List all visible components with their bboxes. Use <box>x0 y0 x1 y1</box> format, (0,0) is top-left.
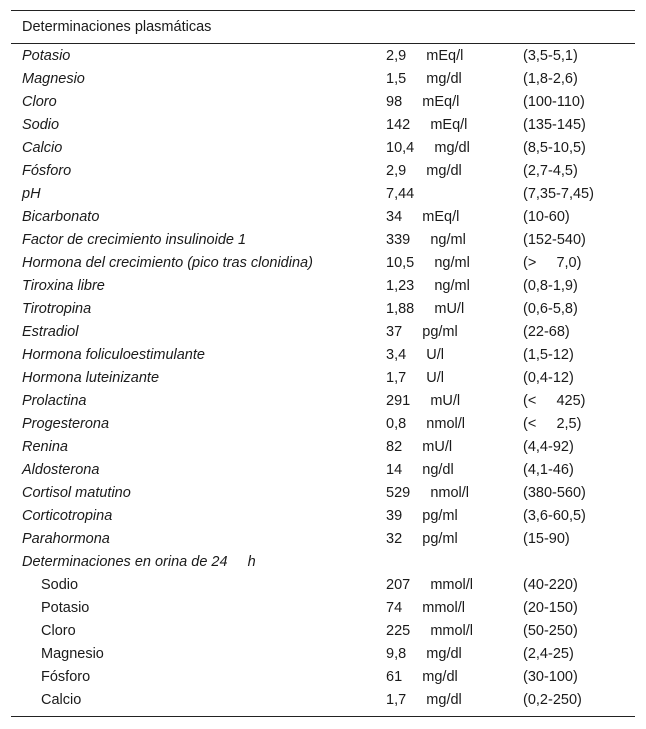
row-value: 2,9 mEq/l <box>386 48 464 64</box>
table-row <box>11 367 635 390</box>
row-parameter-name: Hormona luteinizante <box>22 370 160 386</box>
row-parameter-name: Sodio <box>22 117 60 133</box>
table-row <box>11 505 635 528</box>
row-reference-range: (15-90) <box>523 531 570 547</box>
row-value: 1,23 ng/ml <box>386 278 470 294</box>
row-reference-range: (8,5-10,5) <box>523 140 586 156</box>
table-row <box>11 413 635 436</box>
row-reference-range: (22-68) <box>523 324 570 340</box>
row-value: 39 pg/ml <box>386 508 458 524</box>
row-parameter-name: Sodio <box>41 577 79 593</box>
table-row <box>11 321 635 344</box>
row-value: 207 mmol/l <box>386 577 474 593</box>
row-reference-range: (30-100) <box>523 669 578 685</box>
row-value: 1,7 mg/dl <box>386 692 462 708</box>
row-value: 291 mU/l <box>386 393 461 409</box>
row-reference-range: (152-540) <box>523 232 586 248</box>
row-reference-range: (3,6-60,5) <box>523 508 586 524</box>
table-row <box>11 436 635 459</box>
row-reference-range: (2,7-4,5) <box>523 163 578 179</box>
table-row <box>11 68 635 91</box>
row-reference-range: (135-145) <box>523 117 586 133</box>
row-reference-range: (0,4-12) <box>523 370 574 386</box>
row-reference-range: (0,2-250) <box>523 692 582 708</box>
table-row <box>11 275 635 298</box>
row-parameter-name: Bicarbonato <box>22 209 100 225</box>
table-body <box>11 44 635 712</box>
table-row <box>11 298 635 321</box>
row-reference-range: (10-60) <box>523 209 570 225</box>
row-parameter-name: Cloro <box>41 623 76 639</box>
row-parameter-name: Corticotropina <box>22 508 113 524</box>
row-reference-range: (4,1-46) <box>523 462 574 478</box>
table-row <box>11 482 635 505</box>
row-reference-range: (3,5-5,1) <box>523 48 578 64</box>
row-parameter-name: pH <box>22 186 41 202</box>
table-row <box>11 574 635 597</box>
row-parameter-name: Fósforo <box>22 163 72 179</box>
row-parameter-name: Cortisol matutino <box>22 485 131 501</box>
row-parameter-name: Hormona foliculoestimulante <box>22 347 205 363</box>
row-reference-range: (0,8-1,9) <box>523 278 578 294</box>
row-reference-range: (< 425) <box>523 393 586 409</box>
row-value: 98 mEq/l <box>386 94 460 110</box>
row-value: 9,8 mg/dl <box>386 646 462 662</box>
table-row <box>11 91 635 114</box>
row-value: 3,4 U/l <box>386 347 445 363</box>
row-value: 34 mEq/l <box>386 209 460 225</box>
table-row <box>11 229 635 252</box>
row-value: 32 pg/ml <box>386 531 458 547</box>
row-value: 1,5 mg/dl <box>386 71 462 87</box>
row-reference-range: (100-110) <box>523 94 585 110</box>
row-parameter-name: Determinaciones en orina de 24 h <box>22 554 256 570</box>
row-parameter-name: Hormona del crecimiento (pico tras clonidina) <box>22 255 313 271</box>
row-parameter-name: Calcio <box>22 140 63 156</box>
row-parameter-name: Progesterona <box>22 416 110 432</box>
table-row <box>11 666 635 689</box>
table-row <box>11 390 635 413</box>
table-row <box>11 252 635 275</box>
table-row <box>11 206 635 229</box>
row-value: 82 mU/l <box>386 439 453 455</box>
row-reference-range: (20-150) <box>523 600 578 616</box>
row-reference-range: (4,4-92) <box>523 439 574 455</box>
row-reference-range: (7,35-7,45) <box>523 186 594 202</box>
row-parameter-name: Renina <box>22 439 68 455</box>
row-parameter-name: Parahormona <box>22 531 110 547</box>
lab-results-table <box>11 10 635 717</box>
table-header <box>11 11 635 44</box>
table-row <box>11 45 635 68</box>
row-reference-range: (> 7,0) <box>523 255 582 271</box>
row-reference-range: (380-560) <box>523 485 586 501</box>
row-parameter-name: Magnesio <box>41 646 104 662</box>
row-value: 2,9 mg/dl <box>386 163 462 179</box>
row-reference-range: (0,6-5,8) <box>523 301 578 317</box>
row-parameter-name: Factor de crecimiento insulinoide 1 <box>22 232 247 248</box>
row-parameter-name: Tirotropina <box>22 301 92 317</box>
row-parameter-name: Cloro <box>22 94 57 110</box>
row-reference-range: (1,5-12) <box>523 347 574 363</box>
row-value: 339 ng/ml <box>386 232 466 248</box>
row-value: 142 mEq/l <box>386 117 468 133</box>
row-parameter-name: Aldosterona <box>22 462 100 478</box>
row-value: 10,5 ng/ml <box>386 255 470 271</box>
row-value: 7,44 <box>386 186 415 202</box>
row-value: 1,7 U/l <box>386 370 445 386</box>
row-value: 14 ng/dl <box>386 462 454 478</box>
row-parameter-name: Tiroxina libre <box>22 278 105 294</box>
row-parameter-name: Prolactina <box>22 393 87 409</box>
table-section-row <box>11 551 635 574</box>
row-reference-range: (50-250) <box>523 623 578 639</box>
table-row <box>11 160 635 183</box>
table-row <box>11 459 635 482</box>
table-row <box>11 689 635 712</box>
row-value: 0,8 nmol/l <box>386 416 465 432</box>
row-parameter-name: Estradiol <box>22 324 79 340</box>
row-reference-range: (< 2,5) <box>523 416 582 432</box>
table-row <box>11 620 635 643</box>
table-header-label: Determinaciones plasmáticas <box>22 19 212 35</box>
table-row <box>11 137 635 160</box>
row-parameter-name: Calcio <box>41 692 82 708</box>
row-reference-range: (1,8-2,6) <box>523 71 578 87</box>
table-row <box>11 528 635 551</box>
row-value: 74 mmol/l <box>386 600 465 616</box>
row-value: 10,4 mg/dl <box>386 140 470 156</box>
table-row <box>11 597 635 620</box>
row-parameter-name: Potasio <box>41 600 90 616</box>
table-row <box>11 643 635 666</box>
table-row <box>11 114 635 137</box>
row-value: 225 mmol/l <box>386 623 474 639</box>
row-parameter-name: Fósforo <box>41 669 91 685</box>
row-value: 1,88 mU/l <box>386 301 465 317</box>
row-value: 37 pg/ml <box>386 324 458 340</box>
row-reference-range: (2,4-25) <box>523 646 574 662</box>
table-row <box>11 344 635 367</box>
row-value: 61 mg/dl <box>386 669 458 685</box>
table-bottom-rule <box>11 716 635 717</box>
row-reference-range: (40-220) <box>523 577 578 593</box>
row-value: 529 nmol/l <box>386 485 470 501</box>
row-parameter-name: Potasio <box>22 48 71 64</box>
table-row <box>11 183 635 206</box>
row-parameter-name: Magnesio <box>22 71 85 87</box>
